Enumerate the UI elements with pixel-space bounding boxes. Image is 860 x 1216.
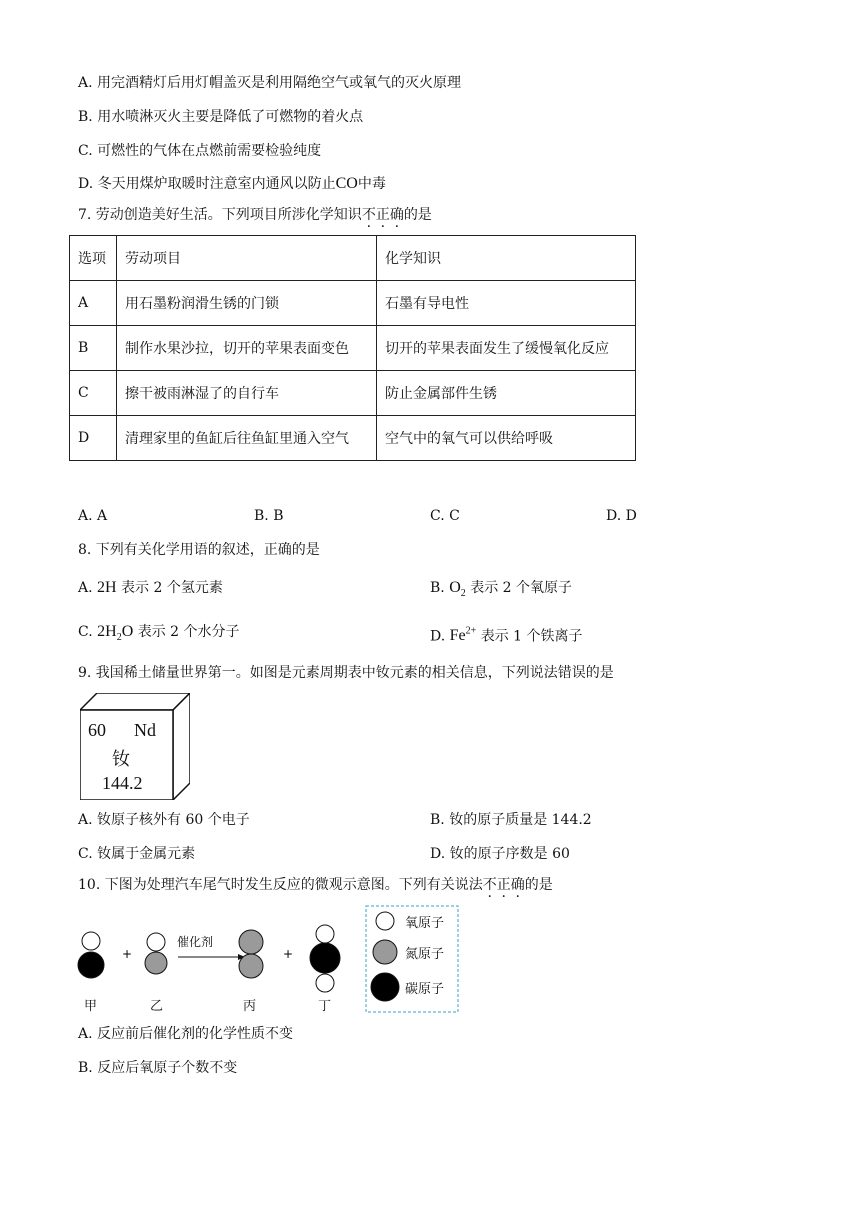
table-cell: 擦干被雨淋湿了的自行车 xyxy=(117,371,377,416)
q7-option-a: A. A xyxy=(78,508,108,524)
formula-part: O xyxy=(121,623,134,640)
legend-label-nitrogen: 氮原子 xyxy=(405,947,445,962)
formula-fe2plus xyxy=(450,627,477,644)
q7-option-b: B. B xyxy=(254,508,284,524)
table-header-cell: 选项 xyxy=(70,236,117,281)
table-cell: D xyxy=(70,416,117,461)
q10-stem-text: 10. 下图为处理汽车尾气时发生反应的微观示意图。下列有关说法 xyxy=(78,877,483,893)
atomic-number: 60 xyxy=(88,720,106,740)
option-text: 表示 1 个铁离子 xyxy=(480,628,583,645)
q8-option-b xyxy=(430,578,572,604)
table-header-cell: 化学知识 xyxy=(377,236,636,281)
legend-label-oxygen: 氧原子 xyxy=(405,916,445,931)
formula-part: 2H xyxy=(97,623,117,640)
legend-oxygen-atom xyxy=(376,912,394,930)
element-name: 钕 xyxy=(112,749,130,770)
emphasis-char: 不 xyxy=(482,877,497,893)
plus-sign: + xyxy=(283,947,294,961)
formula-2h2o xyxy=(97,623,134,644)
molecule-label-ding: 丁 xyxy=(318,999,332,1014)
molecule-label-yi: 乙 xyxy=(150,999,164,1014)
emphasis-char: 确 xyxy=(389,207,404,223)
emphasis-char: 不 xyxy=(361,207,376,223)
formula-superscript: 2+ xyxy=(465,626,477,637)
nitrogen-atom xyxy=(239,954,263,978)
q9-option-a: A. 钕原子核外有 60 个电子 xyxy=(78,812,250,828)
atomic-mass: 144.2 xyxy=(102,773,143,793)
oxygen-atom xyxy=(316,974,334,992)
table-cell: A xyxy=(70,281,117,326)
table-row xyxy=(70,326,636,371)
q7-option-d: D. D xyxy=(606,508,637,524)
legend-label-carbon: 碳原子 xyxy=(405,982,445,997)
q7-stem-text: 7. 劳动创造美好生活。下列项目所涉化学知识 xyxy=(78,207,362,223)
q9-option-c: C. 钕属于金属元素 xyxy=(78,846,196,862)
table-header-cell: 劳动项目 xyxy=(117,236,377,281)
q10-option-a: A. 反应前后催化剂的化学性质不变 xyxy=(78,1026,294,1042)
table-header-row xyxy=(70,236,636,281)
q9-option-b: B. 钕的原子质量是 144.2 xyxy=(430,812,592,828)
legend-nitrogen-atom xyxy=(373,940,397,964)
option-text: 表示 2 个氢元素 xyxy=(121,580,223,596)
option-letter: D. xyxy=(430,628,446,645)
table-cell: 切开的苹果表面发生了缓慢氧化反应 xyxy=(377,326,636,371)
table-cell: 清理家里的鱼缸后往鱼缸里通入空气 xyxy=(117,416,377,461)
formula-o2 xyxy=(449,579,466,600)
emphasis-char: 确 xyxy=(510,877,525,893)
q6-option-d-tail: 中毒 xyxy=(357,176,386,192)
catalyst-label: 催化剂 xyxy=(177,935,214,949)
formula-main: Fe xyxy=(449,627,466,645)
formula-2h: 2H xyxy=(97,579,117,596)
formula-subscript: 2 xyxy=(116,632,122,644)
q10-stem xyxy=(78,875,553,895)
carbon-atom xyxy=(78,952,104,978)
molecule-label-jia: 甲 xyxy=(84,999,98,1014)
formula-subscript: 2 xyxy=(460,588,466,600)
table-cell: 石墨有导电性 xyxy=(377,281,636,326)
emphasis-char: 正 xyxy=(496,877,511,893)
element-symbol: Nd xyxy=(134,720,156,740)
table-row xyxy=(70,371,636,416)
q10-stem-tail: 的是 xyxy=(524,877,553,893)
formula-main: O xyxy=(449,579,461,596)
q8-stem: 8. 下列有关化学用语的叙述，正确的是 xyxy=(78,542,320,558)
q8-option-c xyxy=(78,622,240,648)
q7-stem-tail: 的是 xyxy=(403,207,432,223)
q7-stem xyxy=(78,205,432,225)
table-cell: C xyxy=(70,371,117,416)
table-row xyxy=(70,281,636,326)
q10-option-b: B. 反应后氧原子个数不变 xyxy=(78,1060,238,1076)
table-cell: B xyxy=(70,326,117,371)
option-letter: A. xyxy=(78,580,93,596)
option-letter: C. xyxy=(78,624,93,640)
q9-stem: 9. 我国稀土储量世界第一。如图是元素周期表中钕元素的相关信息，下列说法错误的是 xyxy=(78,665,614,681)
q6-option-b: B. 用水喷淋灭火主要是降低了可燃物的着火点 xyxy=(78,109,364,125)
plus-sign: + xyxy=(122,947,133,961)
table-cell: 防止金属部件生锈 xyxy=(377,371,636,416)
oxygen-atom xyxy=(316,925,334,943)
option-text: 表示 2 个氧原子 xyxy=(470,580,573,596)
nitrogen-atom xyxy=(145,952,167,974)
q7-option-c: C. C xyxy=(430,508,460,524)
q6-option-c: C. 可燃性的气体在点燃前需要检验纯度 xyxy=(78,143,322,159)
oxygen-atom xyxy=(82,932,100,950)
table-cell: 用石墨粉润滑生锈的门锁 xyxy=(117,281,377,326)
carbon-atom xyxy=(310,943,340,973)
oxygen-atom xyxy=(147,933,165,951)
option-text: 表示 2 个水分子 xyxy=(137,624,240,640)
q6-option-a: A. 用完酒精灯后用灯帽盖灭是利用隔绝空气或氧气的灭火原理 xyxy=(78,75,462,91)
q6-option-d xyxy=(78,174,386,194)
table-cell: 空气中的氧气可以供给呼吸 xyxy=(377,416,636,461)
nitrogen-atom xyxy=(239,930,263,954)
element-tile xyxy=(80,693,190,800)
q9-option-d: D. 钕的原子序数是 60 xyxy=(430,846,570,862)
emphasis-char: 正 xyxy=(375,207,390,223)
legend-carbon-atom xyxy=(371,973,399,1001)
table-row xyxy=(70,416,636,461)
q8-option-d xyxy=(430,622,583,646)
q8-option-a xyxy=(78,578,223,598)
q7-table xyxy=(69,235,636,461)
table-cell: 制作水果沙拉，切开的苹果表面变色 xyxy=(117,326,377,371)
q6-option-d-text: D. 冬天用煤炉取暖时注意室内通风以防止 xyxy=(78,176,336,192)
molecule-label-bing: 丙 xyxy=(243,999,257,1014)
reaction-diagram xyxy=(75,905,465,1015)
co-formula: CO xyxy=(335,175,358,192)
option-letter: B. xyxy=(430,580,445,596)
